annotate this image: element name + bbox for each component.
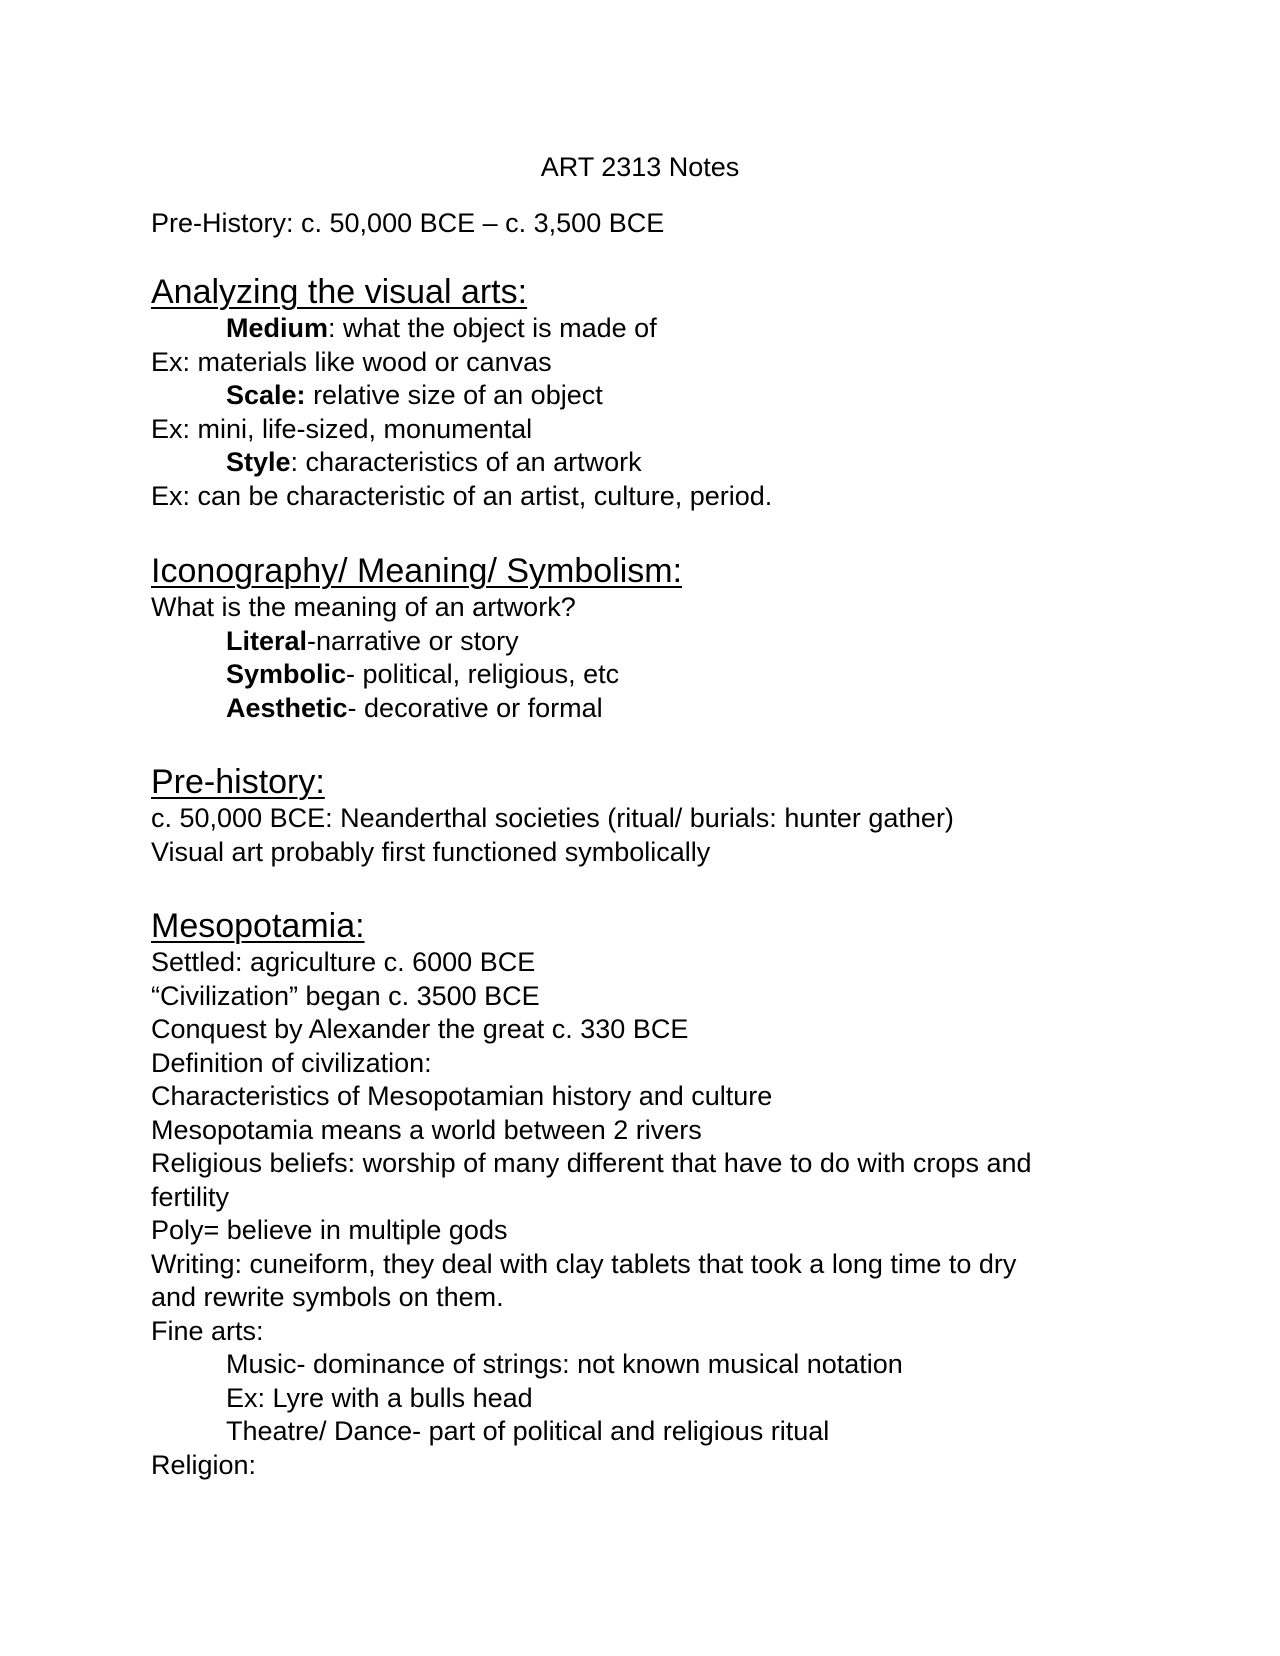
example-scale: Ex: mini, life-sized, monumental xyxy=(151,413,533,444)
term-medium-def: : what the object is made of xyxy=(328,313,657,343)
term-line-medium xyxy=(151,312,772,346)
term-line-symbolic xyxy=(151,658,682,692)
fine-arts-item-3: Theatre/ Dance- part of political and religious ritual xyxy=(226,1416,830,1446)
term-literal-def: -narrative or story xyxy=(307,625,519,656)
mesopotamia-line-5: Characteristics of Mesopotamian history and culture xyxy=(151,1081,773,1111)
section-analyzing xyxy=(151,272,772,513)
mesopotamia-line-4: Definition of civilization: xyxy=(151,1047,432,1078)
mesopotamia-line-6: Mesopotamia means a world between 2 rivers xyxy=(151,1114,702,1145)
section-heading-analyzing: Analyzing the visual arts: xyxy=(151,273,528,311)
page-title: ART 2313 Notes xyxy=(540,152,740,182)
fine-arts-item-1: Music- dominance of strings: not known musical notation xyxy=(226,1349,903,1379)
term-medium: Medium xyxy=(226,313,329,343)
section-heading-iconography: Iconography/ Meaning/ Symbolism: xyxy=(151,552,683,590)
mesopotamia-line-9: Poly= believe in multiple gods xyxy=(151,1215,508,1245)
section-mesopotamia xyxy=(151,906,1032,1482)
section-iconography xyxy=(151,551,682,725)
term-symbolic-def: - political, religious, etc xyxy=(346,659,620,689)
example-style: Ex: can be characteristic of an artist, culture, period. xyxy=(151,480,773,511)
term-literal: Literal xyxy=(226,625,308,656)
iconography-question: What is the meaning of an artwork? xyxy=(151,592,576,622)
term-style: Style xyxy=(226,447,291,477)
mesopotamia-line-2: “Civilization” began c. 3500 BCE xyxy=(151,980,540,1011)
term-line-aesthetic xyxy=(151,692,682,726)
section-heading-prehistory: Pre-history: xyxy=(151,763,325,801)
term-scale-def: relative size of an object xyxy=(305,380,603,410)
mesopotamia-line-12: Fine arts: xyxy=(151,1315,264,1346)
term-line-style xyxy=(151,446,772,480)
mesopotamia-line-11: and rewrite symbols on them. xyxy=(151,1282,504,1312)
mesopotamia-line-3: Conquest by Alexander the great c. 330 BCE xyxy=(151,1014,689,1044)
fine-arts-item-2: Ex: Lyre with a bulls head xyxy=(226,1382,533,1413)
mesopotamia-religion: Religion: xyxy=(151,1449,257,1480)
prehistory-range: Pre-History: c. 50,000 BCE – c. 3,500 BCE xyxy=(151,208,665,238)
section-heading-mesopotamia: Mesopotamia: xyxy=(151,907,365,945)
term-scale: Scale: xyxy=(226,380,306,410)
prehistory-line-2: Visual art probably first functioned symbolically xyxy=(151,836,711,867)
mesopotamia-line-7: Religious beliefs: worship of many different that have to do with crops and xyxy=(151,1148,1032,1178)
mesopotamia-line-8: fertility xyxy=(151,1181,230,1212)
example-medium: Ex: materials like wood or canvas xyxy=(151,346,552,377)
term-line-scale xyxy=(151,379,772,413)
term-symbolic: Symbolic xyxy=(226,659,347,689)
term-aesthetic: Aesthetic xyxy=(226,692,348,723)
term-style-def: : characteristics of an artwork xyxy=(290,447,642,477)
mesopotamia-line-1: Settled: agriculture c. 6000 BCE xyxy=(151,947,536,977)
mesopotamia-line-10: Writing: cuneiform, they deal with clay tablets that took a long time to dry xyxy=(151,1248,1017,1279)
prehistory-line-1: c. 50,000 BCE: Neanderthal societies (ritual/ burials: hunter gather) xyxy=(151,803,954,833)
section-prehistory xyxy=(151,762,954,869)
term-aesthetic-def: - decorative or formal xyxy=(347,692,603,723)
term-line-literal xyxy=(151,625,682,659)
